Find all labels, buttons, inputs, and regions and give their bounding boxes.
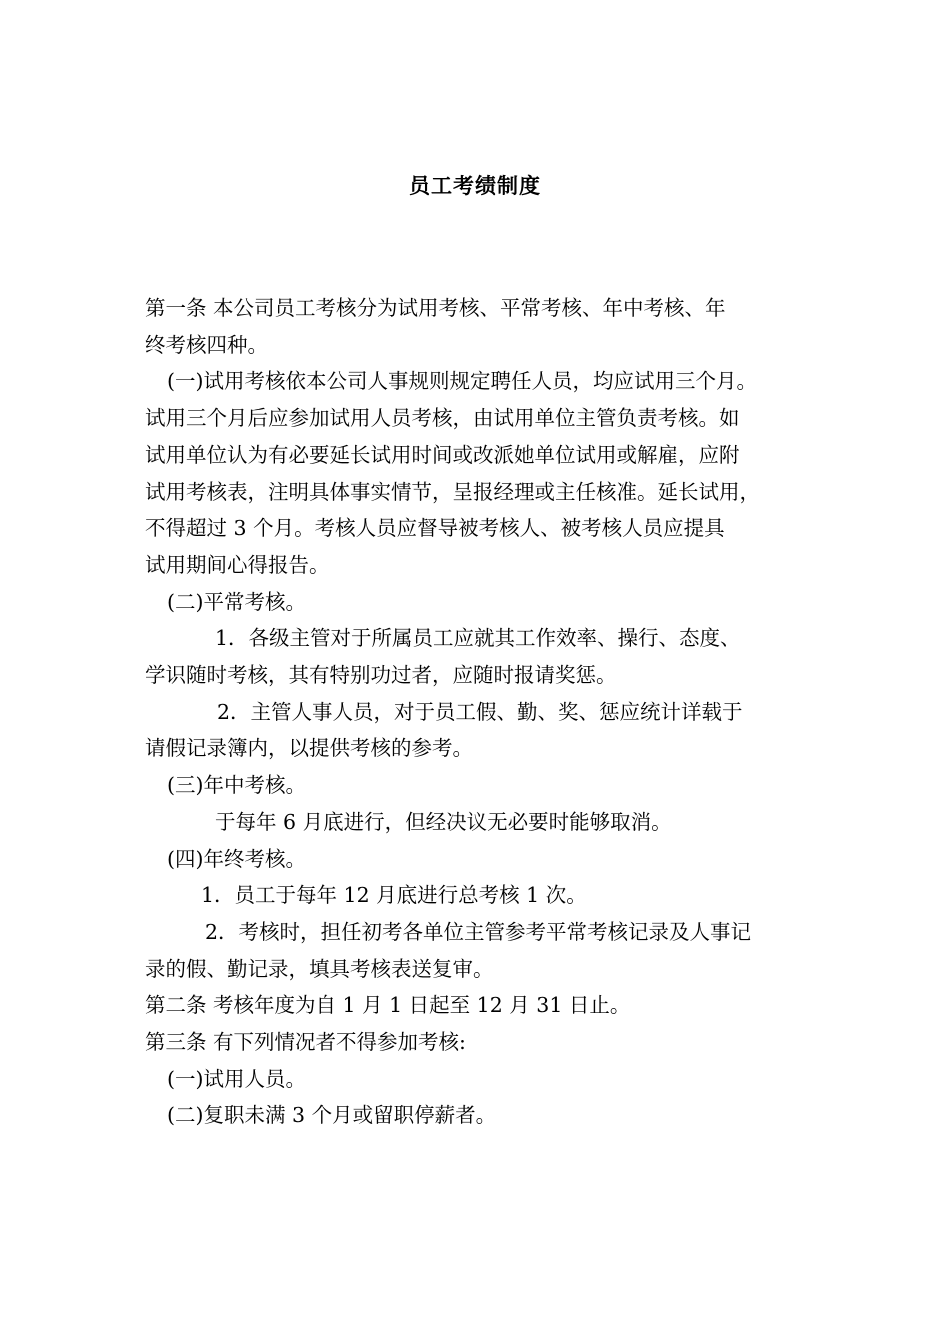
article-3-item-1: (一)试用人员。: [167, 1066, 306, 1091]
article-3-item-2: (二)复职未满 3 个月或留职停薪者。: [167, 1103, 497, 1128]
article-2: 第二条 考核年度为自 1 月 1 日起至 12 月 31 日止。: [145, 993, 631, 1018]
section-2-item-2-line-1: 2．主管人事人员，对于员工假、勤、奖、惩应统计详载于: [217, 699, 743, 724]
section-2-item-1-line-2: 学识随时考核，其有特别功过者，应随时报请奖惩。: [145, 663, 617, 688]
section-1-line-2: 试用三个月后应参加试用人员考核，由试用单位主管负责考核。如: [145, 406, 740, 431]
document-body: [145, 290, 825, 1134]
document-title: 员工考绩制度: [409, 174, 541, 198]
section-1-line-5: 不得超过 3 个月。考核人员应督导被考核人、被考核人员应提具: [145, 516, 725, 541]
section-1-line-6: 试用期间心得报告。: [145, 552, 330, 577]
article-1-line-1: 第一条 本公司员工考核分为试用考核、平常考核、年中考核、年: [145, 296, 726, 320]
section-1-line-4: 试用考核表，注明具体事实情节，呈报经理或主任核准。延长试用，: [145, 479, 760, 504]
section-1-line-1: (一)试用考核依本公司人事规则规定聘任人员，均应试用三个月。: [167, 369, 757, 394]
section-3-line-1: 于每年 6 月底进行，但经决议无必要时能够取消。: [215, 809, 672, 834]
section-4-item-2-line-2: 录的假、勤记录，填具考核表送复审。: [145, 956, 494, 981]
article-3: 第三条 有下列情况者不得参加考核:: [145, 1030, 466, 1055]
section-2-item-2-line-2: 请假记录簿内，以提供考核的参考。: [145, 736, 473, 761]
section-2-heading: (二)平常考核。: [167, 589, 306, 614]
section-1-line-3: 试用单位认为有必要延长试用时间或改派她单位试用或解雇，应附: [145, 442, 740, 467]
section-3-heading: (三)年中考核。: [167, 773, 306, 798]
article-1-line-2: 终考核四种。: [145, 332, 268, 357]
section-4-heading: (四)年终考核。: [167, 846, 306, 871]
section-2-item-1-line-1: 1．各级主管对于所属员工应就其工作效率、操行、态度、: [215, 626, 741, 651]
section-4-item-1: 1．员工于每年 12 月底进行总考核 1 次。: [201, 883, 587, 908]
section-4-item-2-line-1: 2．考核时，担任初考各单位主管参考平常考核记录及人事记: [205, 919, 752, 944]
